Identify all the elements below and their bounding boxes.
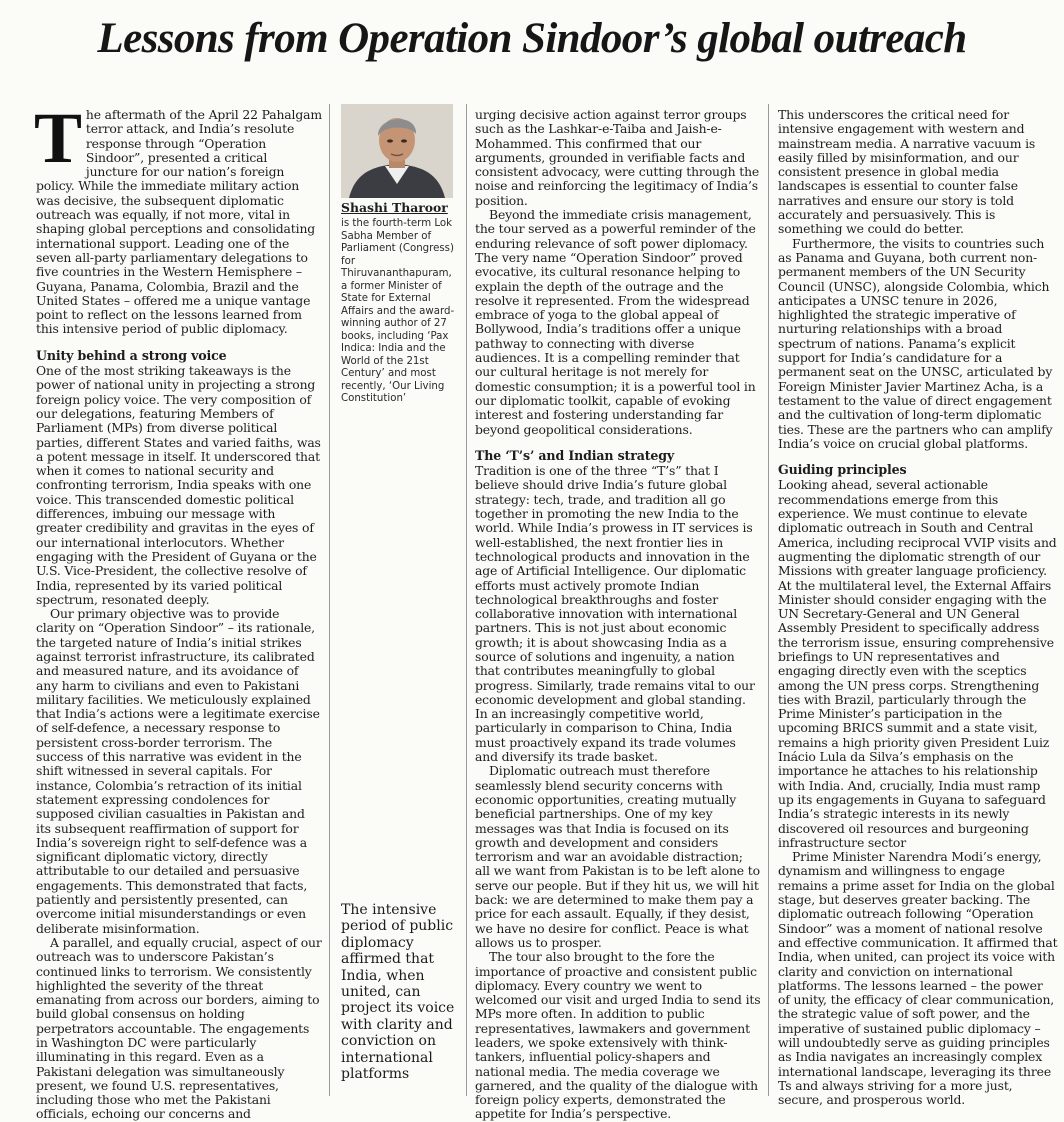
column-divider (466, 104, 467, 1096)
paragraph: Looking ahead, several actionable recommendations emerge from this experience. We must continue to elevate diplomatic outreach in South and Central America, including reciprocal VVIP visits and augmenting the diplomatic strength of our Missions with greater language proficiency. At the multilateral level, the External Affairs Minister should consider engaging with the UN Secretary-General and UN General Assembly President to specifically address the terrorism issue, ensuring comprehensive briefings to UN representatives and engaging directly even with the sceptics among the UN press corps. Strengthening ties with Brazil, particularly through the Prime Minister’s participation in the upcoming BRICS summit and a state visit, remains a high priority given President Luiz Inácio Lula da Silva’s emphasis on the importance he attaches to his relationship with India. And, crucially, India must ramp up its engagements in Guyana to safeguard India’s strategic interests in its newly discovered oil resources and burgeoning infrastructure sector (778, 477, 1057, 850)
paragraph: A parallel, and equally crucial, aspect of our outreach was to underscore Pakistan’s continued links to terrorism. We consistently highlighted the severity of the threat emanating from across our borders, aiming to build global consensus on holding perpetrators accountable. The engagements in Washington DC were particularly illuminating in this regard. Even as a Pakistani delegation was simultaneously present, we found U.S. representatives, including those who met the Pakistani officials, echoing our concerns and (36, 934, 322, 1122)
article-column-1 (34, 98, 322, 1122)
paragraph: he aftermath of the April 22 Pahalgam terror attack, and India’s resolute response through “Operation Sindoor”, presented a critical juncture for our nation’s foreign policy. While the immediate military action was decisive, the subsequent diplomatic outreach was equally, if not more, vital in shaping global perceptions and consolidating international support. Leading one of the seven all-party parliamentary delegations to five countries in the Western Hemisphere – Guyana, Panama, Colombia, Brazil and the United States – offered me a unique vantage point to reflect on the lessons learned from this intensive period of public diplomacy. (36, 107, 322, 337)
section-heading: The ‘T’s’ and Indian strategy (475, 447, 675, 463)
author-photo (341, 104, 453, 198)
pull-quote: The intensive period of public diplomacy affirmed that India, when united, can project its voice with clarity and conviction on international platforms (341, 902, 455, 1083)
author-name: Shashi Tharoor (341, 200, 448, 215)
column-divider (329, 104, 330, 1096)
section-heading: Unity behind a strong voice (36, 347, 227, 363)
paragraph: The tour also brought to the fore the importance of proactive and consistent public diplomacy. Every country we went to welcomed our visit and urged India to send its MPs more often. In addition to public representatives, lawmakers and government leaders, we spoke extensively with think-tankers, influential policy-shapers and national media. The media coverage we garnered, and the quality of the dialogue with foreign policy experts, demonstrated the appetite for India’s perspective. (475, 949, 761, 1122)
headline: Lessons from Operation Sindoor’s global outreach (97, 15, 967, 62)
paragraph: Tradition is one of the three “T’s” that I believe should drive India’s future global strategy: tech, trade, and tradition all go together in promoting the new India to the world. While India’s prowess in IT services is well-established, the next frontier lies in technological products and innovation in the age of Artificial Intelligence. Our diplomatic efforts must actively promote Indian technological breakthroughs and foster collaborative innovation with international partners. This is not just about economic growth; it is about showcasing India as a source of solutions and ingenuity, a nation that contributes meaningfully to global progress. Similarly, trade remains vital to our economic development and global standing. In an increasingly competitive world, particularly in comparison to China, India must proactively expand its trade volumes and diversify its trade basket. (475, 463, 755, 765)
paragraph: Furthermore, the visits to countries such as Panama and Guyana, both current non-permanent members of the UN Security Council (UNSC), alongside Colombia, which anticipates a UNSC tenure in 2026, highlighted the strategic imperative of nurturing relationships with a broad spectrum of nations. Panama’s explicit support for India’s candidature for a permanent seat on the UNSC, articulated by Foreign Minister Javier Martinez Acha, is a testament to the value of direct engagement and the cultivation of long-term diplomatic ties. These are the partners who can amplify India’s voice on crucial global platforms. (778, 235, 1053, 451)
author-portrait-icon (341, 104, 453, 198)
paragraph: Prime Minister Narendra Modi’s energy, dynamism and willingness to engage remains a prime asset for India on the global stage, but deserves greater backing. The diplomatic outreach following “Operation Sindoor” was a moment of national resolve and effective communication. It affirmed that India, when united, can project its voice with clarity and conviction on international platforms. The lessons learned – the power of unity, the efficacy of clear communication, the strategic value of soft power, and the imperative of sustained public diplomacy – will undoubtedly serve as guiding principles as India navigates an increasingly complex international landscape, leveraging its three Ts and always striving for a more just, secure, and prosperous world. (778, 849, 1058, 1108)
paragraph: Beyond the immediate crisis management, the tour served as a powerful reminder of the enduring relevance of soft power diplomacy. The very name “Operation Sindoor” proved evocative, its cultural resonance helping to explain the depth of the outrage and the resolve it represented. From the widespread embrace of yoga to the global appeal of Bollywood, India’s traditions offer a unique pathway to connecting with diverse audiences. It is a compelling reminder that our cultural heritage is not merely for domestic consumption; it is a powerful tool in our diplomatic toolkit, capable of evoking interest and fostering understanding far beyond geopolitical considerations. (475, 207, 756, 437)
article-column-3 (778, 108, 1058, 1107)
column-divider (768, 104, 769, 1096)
paragraph: One of the most striking takeaways is the power of national unity in projecting a strong foreign policy voice. The very composition of our delegations, featuring Members of Parliament (MPs) from diverse political parties, different States and varied faiths, was a potent message in itself. It underscored that when it comes to national security and confronting terrorism, India speaks with one voice. This transcended domestic political differences, imbuing our message with greater credibility and gravitas in the eyes of our international interlocutors. Whether engaging with the President of Guyana or the U.S. Vice-President, the collective resolve of India, represented by its varied political spectrum, resonated deeply. (36, 363, 321, 607)
drop-cap: T (34, 98, 82, 178)
paragraph: Diplomatic outreach must therefore seamlessly blend security concerns with economic opportunities, creating mutually beneficial partnerships. One of my key messages was that India is focused on its growth and development and considers terrorism and war an avoidable distraction; all we want from Pakistan is to be left alone to serve our people. But if they hit us, we will hit back: we are determined to make them pay a price for each assault. Equally, if they desist, we have no desire for conflict. Peace is what allows us to prosper. (475, 763, 760, 950)
author-bio: is the fourth-term Lok Sabha Member of Parliament (Congress) for Thiruvananthapuram, a former Minister of State for External Affairs and the award-winning author of 27 books, including ‘Pax Indica: India and the World of the 21st Century’ and most recently, ‘Our Living Constitution’ (341, 218, 455, 404)
paragraph: This underscores the critical need for intensive engagement with western and mainstream media. A narrative vacuum is easily filled by misinformation, and our consistent presence in global media landscapes is essential to counter false narratives and ensure our story is told accurately and persuasively. This is something we could do better. (778, 107, 1036, 237)
paragraph: urging decisive action against terror groups such as the Lashkar-e-Taiba and Jaish-e-Mohammed. This confirmed that our arguments, grounded in verifiable facts and consistent advocacy, were cutting through the noise and reinforcing the legitimacy of India’s position. (475, 107, 760, 208)
paragraph: Our primary objective was to provide clarity on “Operation Sindoor” – its rationale, the targeted nature of India’s initial strikes against terrorist infrastructure, its calibrated and measured nature, and its avoidance of any harm to civilians and even to Pakistani military facilities. We meticulously explained that India’s actions were a legitimate exercise of self-defence, a necessary response to persistent cross-border terrorism. The success of this narrative was evident in the shift witnessed in several capitals. For instance, Colombia’s retraction of its initial statement expressing condolences for supposed civilian casualties in Pakistan and its subsequent reaffirmation of support for India’s sovereign right to self-defence was a significant diplomatic victory, directly attributable to our detailed and persuasive engagements. This demonstrated that facts, patiently and persistently presented, can overcome initial misunderstandings or even deliberate misinformation. (36, 606, 320, 936)
article-column-2 (475, 108, 761, 1122)
section-heading: Guiding principles (778, 462, 907, 478)
